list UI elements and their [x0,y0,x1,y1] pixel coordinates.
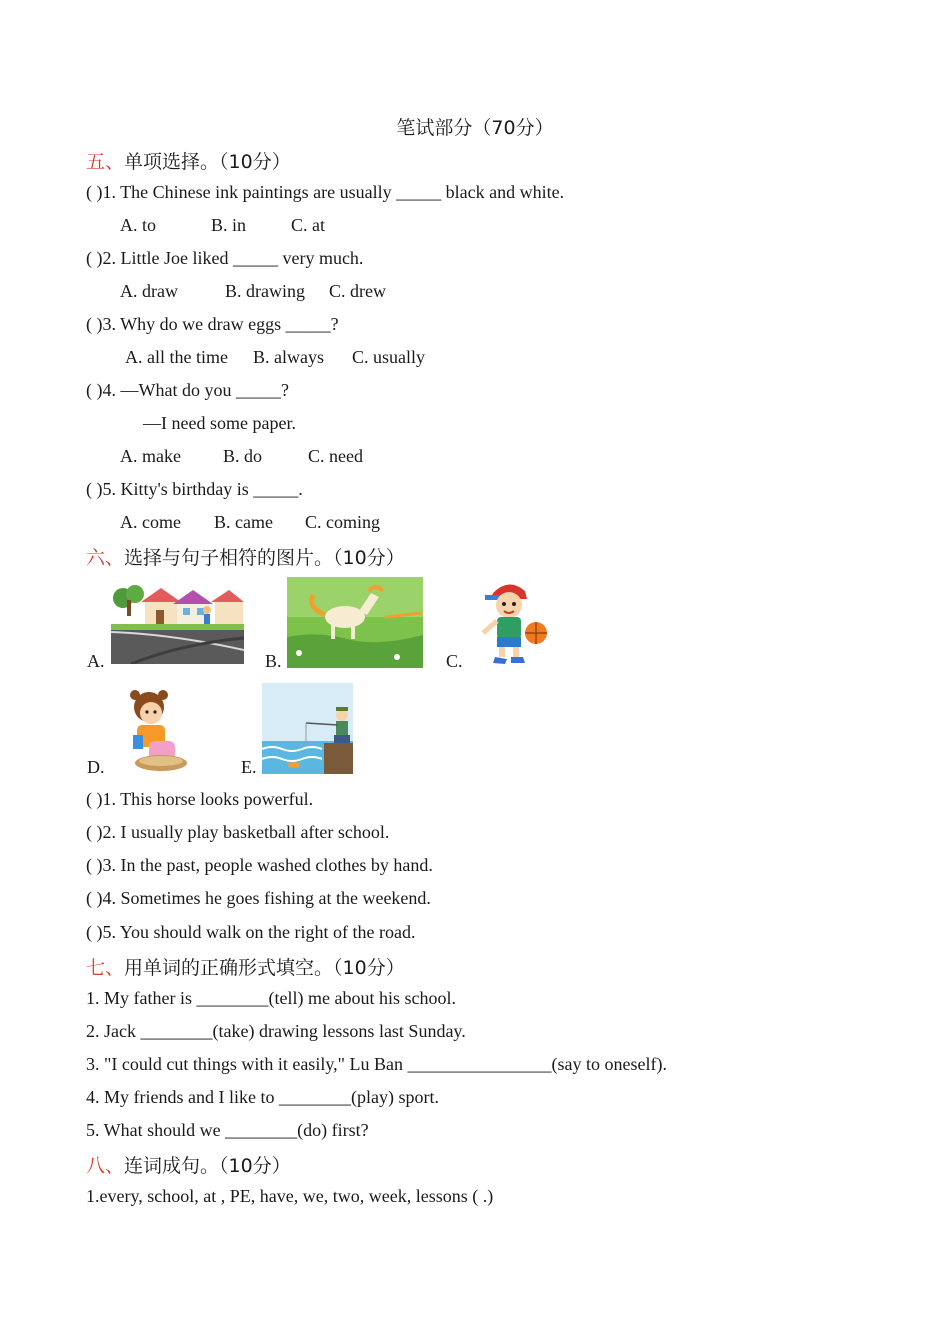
picture-sentence: ( )4. Sometimes he goes fishing at the weekend. [86,888,431,908]
option: C. usually [352,347,426,367]
option: A. make [120,446,181,466]
option: B. do [223,446,263,466]
section-number: 八、 [86,1155,125,1177]
girl-washing-clothes-picture [119,687,189,774]
boy-basketball-picture [475,577,550,664]
picture-sentence: ( )1. This horse looks powerful. [86,789,314,809]
picture-sentence: ( )5. You should walk on the right of the road. [86,922,416,942]
fill-blank-item: 5. What should we ________(do) first? [86,1120,369,1140]
man-fishing-picture [262,683,353,774]
picture-label-e: E. [241,757,257,777]
running-horse-picture [287,577,423,668]
picture-label-b: B. [265,651,282,671]
section-8-heading [86,1151,291,1178]
sentence-order-item: 1.every, school, at , PE, have, we, two, week, lessons ( .) [86,1186,494,1206]
option: C. coming [305,512,380,532]
fill-blank-item: 1. My father is ________(tell) me about his school. [86,988,456,1008]
section-title: 用单词的正确形式填空。（10分） [124,957,405,979]
fill-blank-item: 2. Jack ________(take) drawing lessons last Sunday. [86,1021,466,1041]
option: A. come [120,512,181,532]
picture-label-d: D. [87,757,105,777]
street-houses-picture [111,580,244,664]
section-5-heading [86,147,291,174]
section-7-heading [86,953,405,980]
answer-line: —I need some paper. [143,413,296,433]
picture-label-c: C. [446,651,463,671]
option: C. need [308,446,363,466]
fill-blank-item: 3. "I could cut things with it easily," Lu Ban ________________(say to oneself). [86,1054,667,1074]
section-number: 六、 [86,547,125,569]
fill-blank-item: 4. My friends and I like to ________(play) sport. [86,1087,439,1107]
option: B. in [211,215,247,235]
option: A. to [120,215,156,235]
option: B. came [214,512,273,532]
section-title: 连词成句。（10分） [124,1155,291,1177]
page-title: 笔试部分（70分） [396,117,554,139]
question-stem: ( )2. Little Joe liked _____ very much. [86,248,364,268]
section-title: 单项选择。（10分） [124,151,291,173]
option: B. drawing [225,281,305,301]
option: C. at [291,215,325,235]
picture-label-a: A. [87,651,105,671]
option: C. drew [329,281,386,301]
question-stem: ( )3. Why do we draw eggs _____? [86,314,339,334]
option: A. all the time [125,347,228,367]
section-title: 选择与句子相符的图片。（10分） [124,547,405,569]
question-stem: ( )4. —What do you _____? [86,380,289,400]
option: A. draw [120,281,178,301]
option: B. always [253,347,324,367]
question-stem: ( )1. The Chinese ink paintings are usually _____ black and white. [86,182,565,202]
section-6-heading [86,543,405,570]
section-number: 七、 [86,957,125,979]
picture-sentence: ( )3. In the past, people washed clothes by hand. [86,855,433,875]
picture-sentence: ( )2. I usually play basketball after school. [86,822,390,842]
section-number: 五、 [86,151,125,173]
question-stem: ( )5. Kitty's birthday is _____. [86,479,303,499]
